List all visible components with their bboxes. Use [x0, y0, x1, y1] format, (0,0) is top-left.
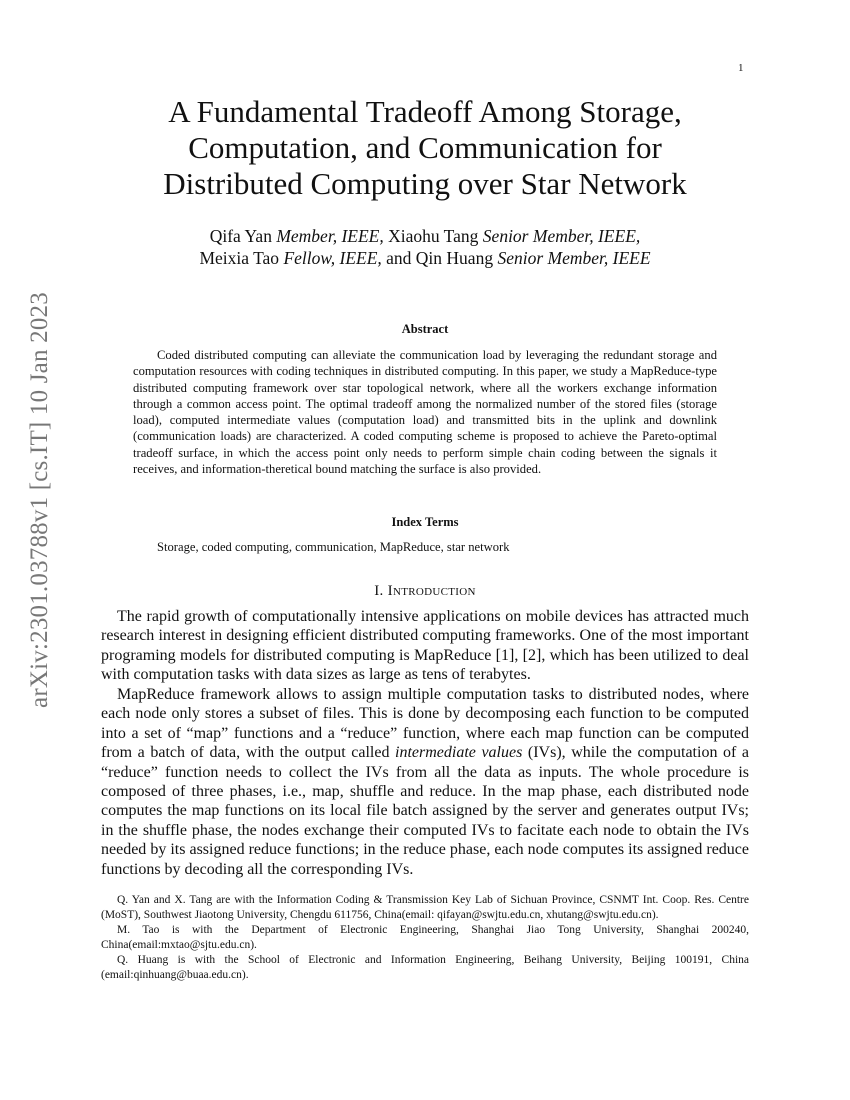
emphasis-term: intermediate values: [395, 744, 523, 762]
paragraph-text: (IVs), while the computation of a “reduce” function needs to collect the IVs from all the data as inputs. The whole procedure is composed of three phases, i.e., map, shuffle and reduce. In the map phase, each distributed node computes the map functions on its local file batch assigned by the server and generates output IVs; in the shuffle phase, the nodes exchange their computed IVs to facitate each node to obtain the IVs needed by its assigned reduce functions; in the reduce phase, each node computes its assigned reduce functions by decoding all the corresponding IVs.: [101, 744, 749, 878]
abstract-heading: Abstract: [401, 322, 449, 336]
author-line: [100, 225, 750, 247]
author-line: [100, 247, 750, 269]
author-role: Senior Member, IEEE,: [482, 226, 641, 246]
index-terms-text: Storage, coded computing, communication, MapReduce, star network: [157, 540, 510, 554]
body-paragraph: [101, 685, 749, 879]
author-name: Meixia Tao: [199, 248, 284, 268]
section-heading: [100, 583, 750, 600]
author-role: Member, IEEE,: [276, 226, 384, 246]
body-paragraph: The rapid growth of computationally intensive applications on mobile devices has attracted much research interest in designing efficient distributed computing frameworks. One of the most important programing models for distributed computing is MapReduce [1], [2], which has been utilized to deal with computation tasks with data sizes as large as tens of terabytes.: [101, 608, 749, 684]
author-name: Qifa Yan: [209, 226, 277, 246]
footnote: Q. Huang is with the School of Electronic and Information Engineering, Beihang University, Beijing 100191, China (email:qinhuang@buaa.edu.cn).: [101, 954, 749, 981]
arxiv-side-stamp: arXiv:2301.03788v1 [cs.IT] 10 Jan 2023: [26, 292, 53, 708]
footnote: M. Tao is with the Department of Electronic Engineering, Shanghai Jiao Tong University, Shanghai 200240, China(email:mxtao@sjtu.edu.cn).: [101, 924, 749, 951]
author-name: and Qin Huang: [381, 248, 498, 268]
author-name: Xiaohu Tang: [383, 226, 483, 246]
section-title: Introduction: [387, 583, 476, 599]
title-line: A Fundamental Tradeoff Among Storage,: [168, 94, 682, 129]
paragraph-text: MapReduce framework allows to assign multiple computation tasks to distributed nodes, where each node only stores a subset of files. This is done by decomposing each function to be computed into a set of “map” functions and a “reduce” function, where each map function can be computed from a batch of data, with the output called: [101, 686, 749, 762]
section-number: I.: [374, 583, 388, 599]
author-role: Fellow, IEEE,: [283, 248, 382, 268]
abstract-text: Coded distributed computing can alleviate the communication load by leveraging the redundant storage and computation resources with coding techniques in distributed computing. In this paper, we study a MapReduce-type distributed computing framework over star topological network, where all the workers exchange information through a common access point. The optimal tradeoff among the normalized number of the stored files (storage load), computed intermediate values (computation load) and transmitted bits in the uplink and downlink (communication loads) are characterized. A coded computing scheme is proposed to achieve the Pareto-optimal tradeoff surface, in which the access point only needs to perform simple chain coding between the signals it receives, and information-theretical bound matching the surface is also provided.: [133, 348, 717, 477]
footnotes: [101, 893, 749, 983]
footnote: Q. Yan and X. Tang are with the Information Coding & Transmission Key Lab of Sichuan Province, CSNMT Int. Coop. Res. Centre (MoST), Southwest Jiaotong University, Chengdu 611756, China(email: qifayan@swjtu.edu.cn, xhutang@swjtu.edu.cn).: [101, 894, 749, 921]
title-line: Computation, and Communication for: [188, 130, 662, 165]
title-line: Distributed Computing over Star Network: [163, 166, 687, 201]
page-number: 1: [738, 62, 744, 74]
author-role: Senior Member, IEEE: [497, 248, 651, 268]
index-terms-heading: Index Terms: [391, 515, 459, 529]
author-list: [100, 225, 750, 269]
paper-title: [100, 94, 750, 202]
